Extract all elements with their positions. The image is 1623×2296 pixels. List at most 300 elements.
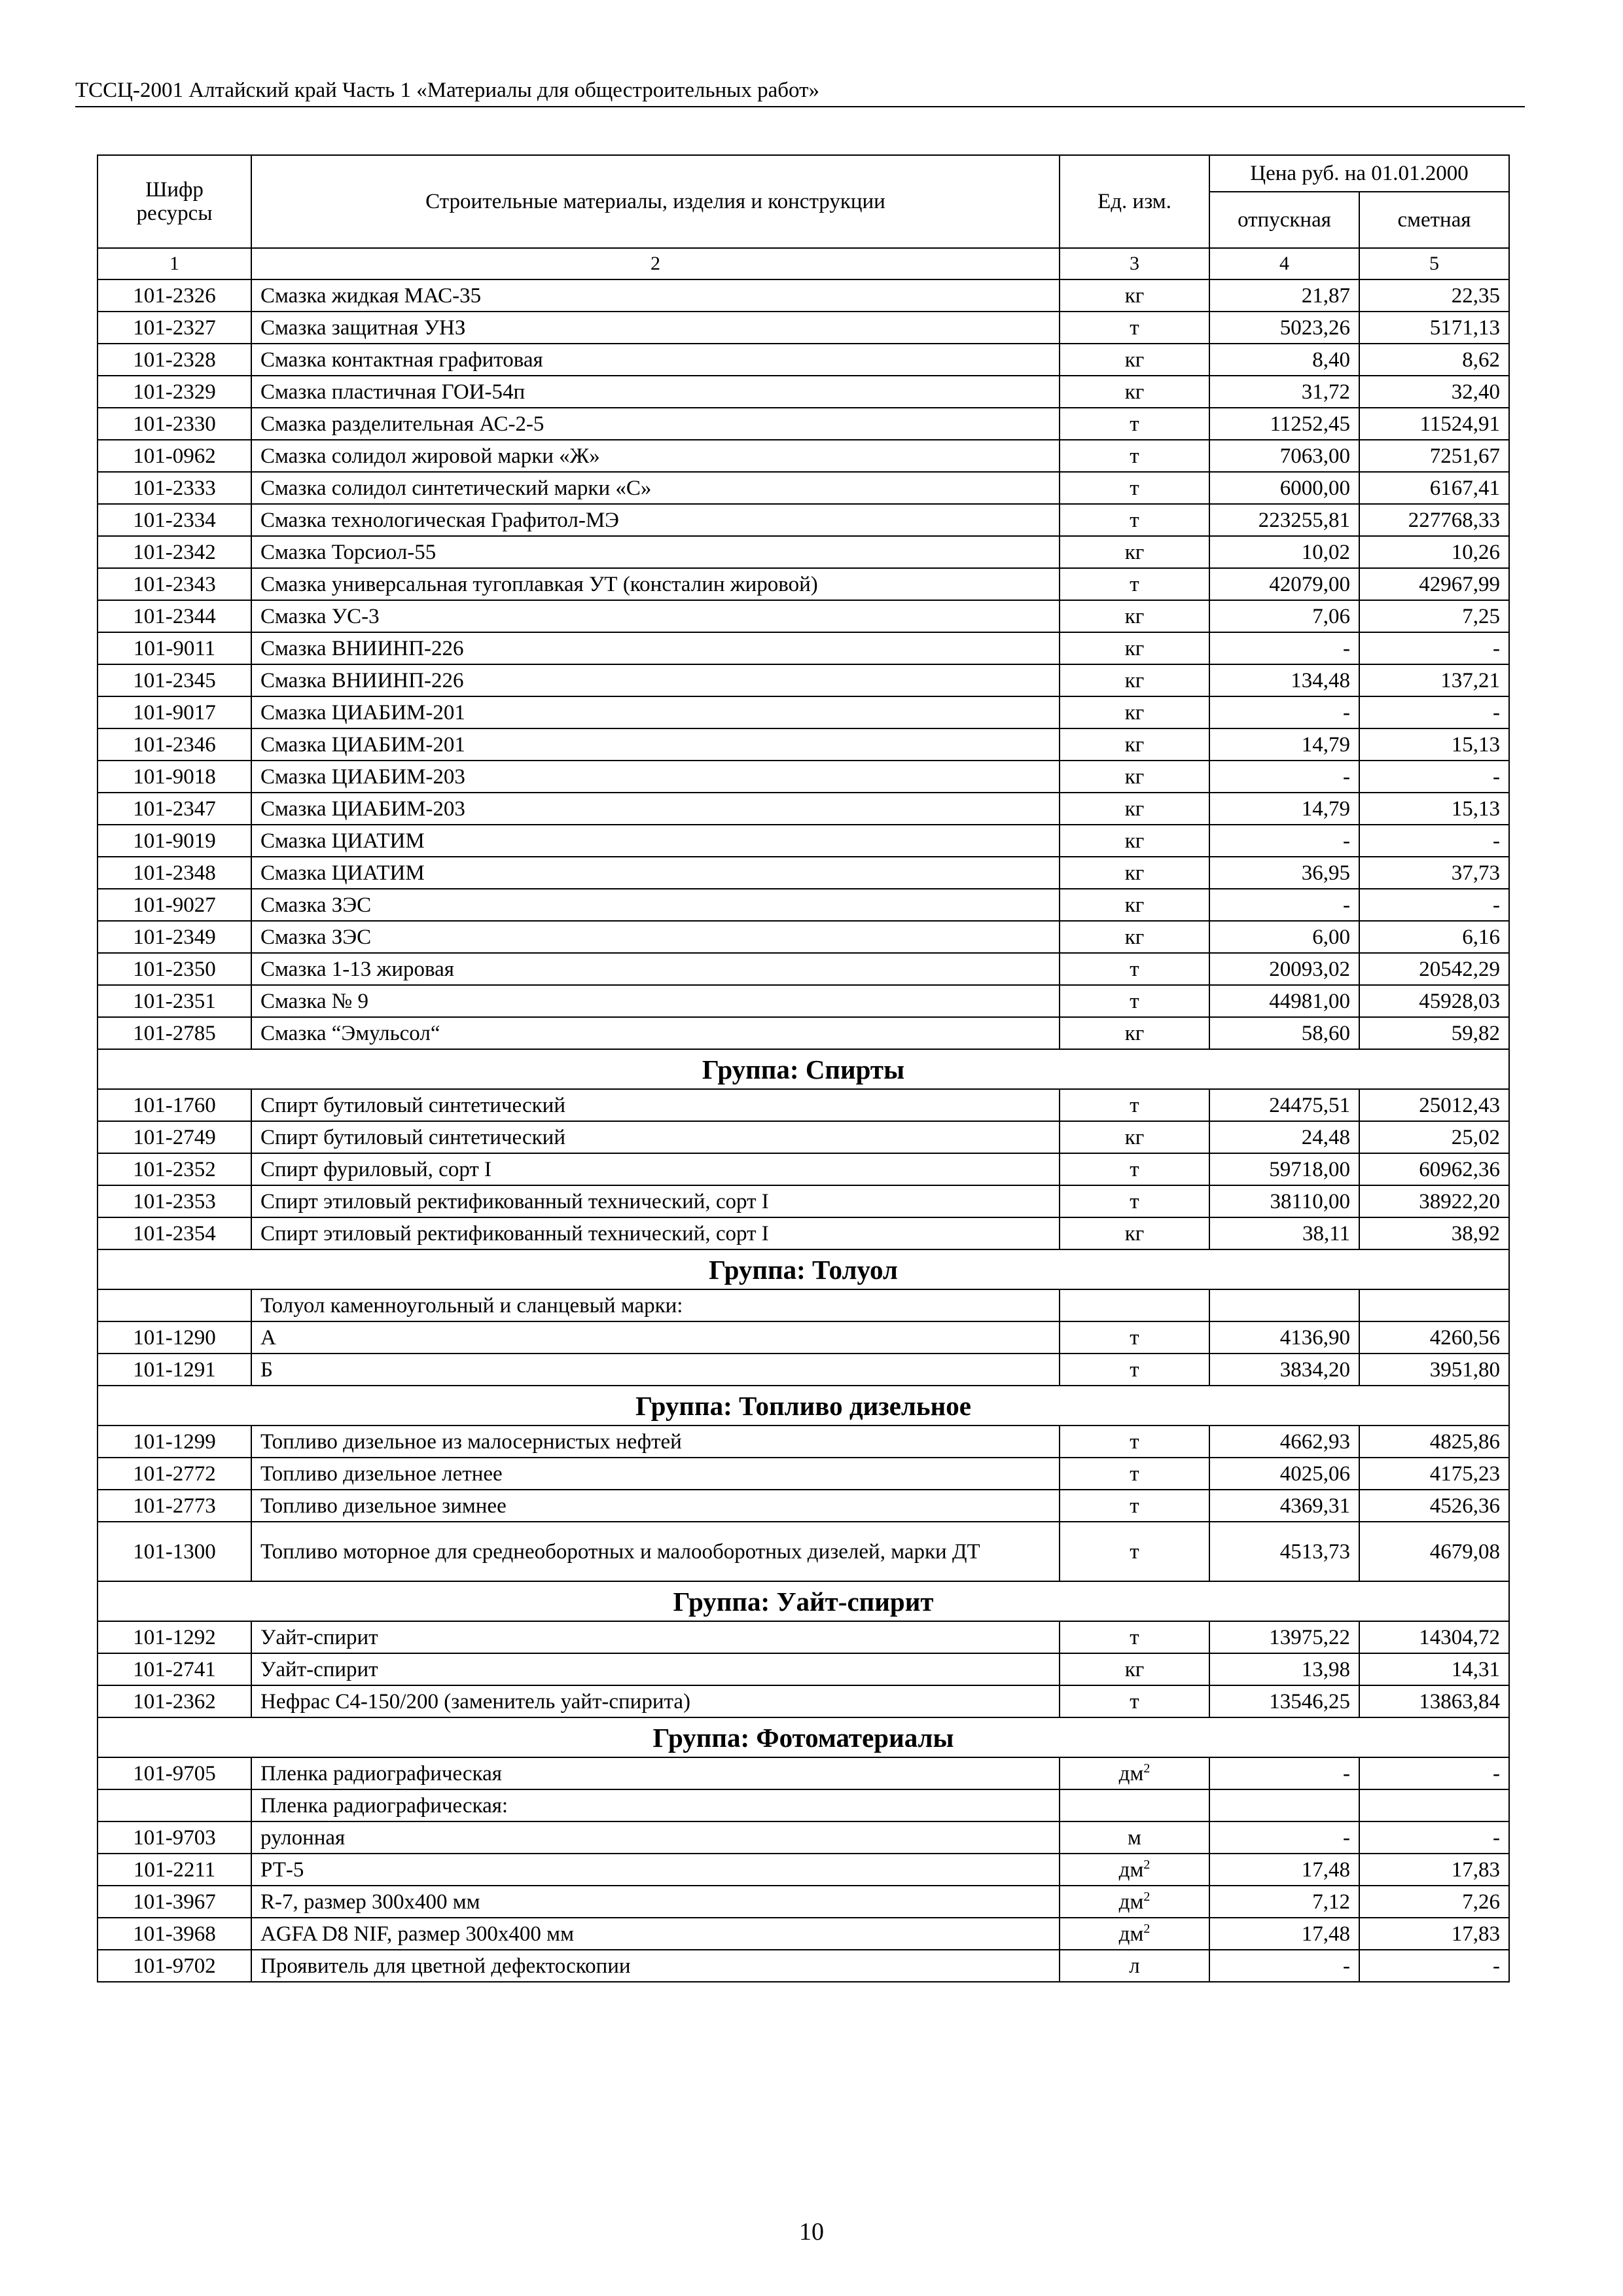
row-price-release: 38110,00 — [1209, 1185, 1359, 1217]
table-row — [98, 761, 1509, 793]
row-price-release: - — [1209, 1757, 1359, 1789]
table-row — [98, 1490, 1509, 1522]
row-name: Смазка контактная графитовая — [251, 344, 1060, 376]
row-price-release: 14,79 — [1209, 793, 1359, 825]
row-code: 101-2327 — [98, 312, 251, 344]
row-unit — [1060, 825, 1209, 857]
group-row — [98, 1581, 1509, 1621]
row-price-estimate: 13863,84 — [1359, 1685, 1509, 1717]
row-unit — [1060, 761, 1209, 793]
row-price-release: 17,48 — [1209, 1854, 1359, 1886]
row-code: 101-9017 — [98, 696, 251, 728]
row-price-estimate: 38922,20 — [1359, 1185, 1509, 1217]
row-unit — [1060, 1426, 1209, 1458]
unit-text: кг — [1124, 893, 1145, 917]
table-row — [98, 1757, 1509, 1789]
header-name: Строительные материалы, изделия и конструкции — [251, 155, 1060, 248]
table-row — [98, 1918, 1509, 1950]
row-code: 101-2344 — [98, 600, 251, 632]
row-price-release: 134,48 — [1209, 664, 1359, 696]
row-code: 101-2347 — [98, 793, 251, 825]
row-price-release: 14,79 — [1209, 728, 1359, 761]
unit-text: т — [1130, 476, 1139, 500]
column-number: 3 — [1060, 248, 1209, 279]
table-row — [98, 953, 1509, 985]
row-price-estimate: 14,31 — [1359, 1653, 1509, 1685]
page-number: 10 — [799, 2218, 824, 2246]
row-code: 101-1290 — [98, 1321, 251, 1354]
column-number: 4 — [1209, 248, 1359, 279]
row-price-estimate: 6,16 — [1359, 921, 1509, 953]
unit-text: кг — [1124, 540, 1145, 564]
row-name: Смазка технологическая Графитол-МЭ — [251, 504, 1060, 536]
table-row — [98, 1017, 1509, 1049]
row-code: 101-2749 — [98, 1121, 251, 1153]
row-price-estimate: - — [1359, 696, 1509, 728]
row-price-estimate: 4175,23 — [1359, 1458, 1509, 1490]
row-unit — [1060, 1185, 1209, 1217]
unit-text: т — [1130, 1625, 1139, 1649]
table-row — [98, 632, 1509, 664]
row-name: Смазка “Эмульсол“ — [251, 1017, 1060, 1049]
row-unit — [1060, 1217, 1209, 1249]
row-price-estimate: - — [1359, 1757, 1509, 1789]
row-price-release: 13975,22 — [1209, 1621, 1359, 1653]
row-code-empty — [98, 1289, 251, 1321]
row-name: Б — [251, 1354, 1060, 1386]
group-title: Группа: Спирты — [98, 1049, 1509, 1089]
row-price-estimate: - — [1359, 1821, 1509, 1854]
row-price-estimate: 17,83 — [1359, 1918, 1509, 1950]
row-code: 101-9019 — [98, 825, 251, 857]
row-price-release: 31,72 — [1209, 376, 1359, 408]
row-name: Уайт-спирит — [251, 1621, 1060, 1653]
table-row — [98, 696, 1509, 728]
unit-text: т — [1130, 1093, 1139, 1117]
unit-text: т — [1130, 1429, 1139, 1454]
table-row — [98, 825, 1509, 857]
row-price-estimate: 11524,91 — [1359, 408, 1509, 440]
row-unit — [1060, 1821, 1209, 1854]
row-code: 101-3968 — [98, 1918, 251, 1950]
table-row — [98, 1522, 1509, 1581]
row-price-release: - — [1209, 1950, 1359, 1982]
price-table — [97, 154, 1510, 1982]
table-row — [98, 440, 1509, 472]
row-code: 101-2350 — [98, 953, 251, 985]
unit-text: кг — [1124, 829, 1145, 853]
row-code: 101-9027 — [98, 889, 251, 921]
row-price-release: 4369,31 — [1209, 1490, 1359, 1522]
table-row — [98, 1886, 1509, 1918]
row-price-release: 4513,73 — [1209, 1522, 1359, 1581]
row-code: 101-9702 — [98, 1950, 251, 1982]
row-price-release: 42079,00 — [1209, 568, 1359, 600]
row-price-estimate: 60962,36 — [1359, 1153, 1509, 1185]
row-price-estimate: 25012,43 — [1359, 1089, 1509, 1121]
table-row — [98, 1821, 1509, 1854]
unit-text: дм — [1118, 1761, 1144, 1785]
row-name: Смазка ЗЭС — [251, 921, 1060, 953]
table-row — [98, 1185, 1509, 1217]
table-body — [98, 279, 1509, 1982]
row-price-release: 36,95 — [1209, 857, 1359, 889]
table-row — [98, 376, 1509, 408]
unit-text: т — [1130, 508, 1139, 532]
row-unit — [1060, 696, 1209, 728]
table-row — [98, 279, 1509, 312]
table-row — [98, 312, 1509, 344]
row-code: 101-2211 — [98, 1854, 251, 1886]
table-row — [98, 1153, 1509, 1185]
row-code: 101-2348 — [98, 857, 251, 889]
unit-text: кг — [1124, 861, 1145, 885]
row-price-estimate: 5171,13 — [1359, 312, 1509, 344]
unit-text: дм — [1118, 1857, 1144, 1882]
row-name: Смазка ЗЭС — [251, 889, 1060, 921]
header-price-release: отпускная — [1209, 192, 1359, 248]
row-price-estimate: 25,02 — [1359, 1121, 1509, 1153]
row-price-estimate: 37,73 — [1359, 857, 1509, 889]
row-price-estimate: 42967,99 — [1359, 568, 1509, 600]
row-price-estimate: 4526,36 — [1359, 1490, 1509, 1522]
row-code: 101-2328 — [98, 344, 251, 376]
unit-text: кг — [1124, 925, 1145, 949]
table-row — [98, 1685, 1509, 1717]
row-price-release: - — [1209, 696, 1359, 728]
row-name: Смазка Торсиол-55 — [251, 536, 1060, 568]
row-code: 101-2349 — [98, 921, 251, 953]
table-header — [98, 155, 1509, 279]
row-price-release: - — [1209, 825, 1359, 857]
row-price-release: 44981,00 — [1209, 985, 1359, 1017]
row-code: 101-1300 — [98, 1522, 251, 1581]
row-price-release: 7,12 — [1209, 1886, 1359, 1918]
row-code: 101-2785 — [98, 1017, 251, 1049]
row-price-estimate: 15,13 — [1359, 793, 1509, 825]
unit-text: т — [1130, 989, 1139, 1013]
subheading-row — [98, 1789, 1509, 1821]
row-price-release: 24475,51 — [1209, 1089, 1359, 1121]
table-row — [98, 504, 1509, 536]
row-price-release: 4662,93 — [1209, 1426, 1359, 1458]
row-code: 101-2334 — [98, 504, 251, 536]
row-unit — [1060, 376, 1209, 408]
group-title: Группа: Уайт-спирит — [98, 1581, 1509, 1621]
row-code: 101-2353 — [98, 1185, 251, 1217]
table-row — [98, 1321, 1509, 1354]
row-price-release: 3834,20 — [1209, 1354, 1359, 1386]
row-name: Смазка солидол жировой марки «Ж» — [251, 440, 1060, 472]
row-price-release: 24,48 — [1209, 1121, 1359, 1153]
row-unit — [1060, 1490, 1209, 1522]
table-row — [98, 889, 1509, 921]
row-price-estimate: 10,26 — [1359, 536, 1509, 568]
row-unit — [1060, 1886, 1209, 1918]
row-price-estimate: 7251,67 — [1359, 440, 1509, 472]
unit-text: кг — [1124, 668, 1145, 692]
row-unit — [1060, 279, 1209, 312]
row-unit-empty — [1060, 1289, 1209, 1321]
row-name: Смазка ЦИАБИМ-201 — [251, 728, 1060, 761]
table-row — [98, 1854, 1509, 1886]
table-row — [98, 536, 1509, 568]
row-code-empty — [98, 1789, 251, 1821]
unit-text: т — [1130, 1189, 1139, 1213]
unit-text: т — [1130, 1357, 1139, 1382]
row-unit — [1060, 1685, 1209, 1717]
row-name: Смазка пластичная ГОИ-54п — [251, 376, 1060, 408]
unit-text: кг — [1124, 1021, 1145, 1045]
row-unit — [1060, 953, 1209, 985]
row-name: Уайт-спирит — [251, 1653, 1060, 1685]
row-price-release: 4136,90 — [1209, 1321, 1359, 1354]
table-row — [98, 728, 1509, 761]
table-row — [98, 921, 1509, 953]
row-price-empty — [1359, 1289, 1509, 1321]
row-name: Смазка ВНИИНП-226 — [251, 664, 1060, 696]
row-price-release: 6000,00 — [1209, 472, 1359, 504]
row-code: 101-2354 — [98, 1217, 251, 1249]
row-unit — [1060, 1321, 1209, 1354]
row-name: Смазка солидол синтетический марки «С» — [251, 472, 1060, 504]
row-unit — [1060, 1121, 1209, 1153]
row-price-release: 38,11 — [1209, 1217, 1359, 1249]
row-price-release: 17,48 — [1209, 1918, 1359, 1950]
table-row — [98, 344, 1509, 376]
column-number: 1 — [98, 248, 251, 279]
unit-text: кг — [1124, 732, 1145, 757]
row-name: Смазка ЦИАТИМ — [251, 857, 1060, 889]
unit-text: т — [1130, 412, 1139, 436]
row-price-estimate: 3951,80 — [1359, 1354, 1509, 1386]
group-title: Группа: Толуол — [98, 1249, 1509, 1289]
unit-text: кг — [1124, 700, 1145, 725]
row-price-estimate: 4260,56 — [1359, 1321, 1509, 1354]
row-code: 101-2326 — [98, 279, 251, 312]
row-price-release: 13,98 — [1209, 1653, 1359, 1685]
row-price-release: 7,06 — [1209, 600, 1359, 632]
row-code: 101-2773 — [98, 1490, 251, 1522]
row-price-empty — [1209, 1789, 1359, 1821]
row-unit — [1060, 1354, 1209, 1386]
table-row — [98, 472, 1509, 504]
row-name: Спирт бутиловый синтетический — [251, 1089, 1060, 1121]
row-name: Спирт этиловый ректификованный технический, сорт I — [251, 1217, 1060, 1249]
column-number: 5 — [1359, 248, 1509, 279]
row-price-release: 13546,25 — [1209, 1685, 1359, 1717]
group-row — [98, 1249, 1509, 1289]
table-row — [98, 1354, 1509, 1386]
table-row — [98, 664, 1509, 696]
unit-text: т — [1130, 1539, 1139, 1564]
group-title: Группа: Топливо дизельное — [98, 1386, 1509, 1426]
table-row — [98, 600, 1509, 632]
subheading-row — [98, 1289, 1509, 1321]
row-unit — [1060, 344, 1209, 376]
row-price-release: 10,02 — [1209, 536, 1359, 568]
row-name: Спирт бутиловый синтетический — [251, 1121, 1060, 1153]
table-row — [98, 1426, 1509, 1458]
row-name: Топливо моторное для среднеоборотных и малооборотных дизелей, марки ДТ — [251, 1522, 1060, 1581]
row-name: Смазка разделительная АС-2-5 — [251, 408, 1060, 440]
row-unit — [1060, 857, 1209, 889]
row-subheading: Толуол каменноугольный и сланцевый марки: — [251, 1289, 1060, 1321]
unit-superscript: 2 — [1143, 1857, 1150, 1872]
row-price-estimate: 32,40 — [1359, 376, 1509, 408]
row-name: Нефрас С4-150/200 (заменитель уайт-спирита) — [251, 1685, 1060, 1717]
unit-text: т — [1130, 1325, 1139, 1350]
row-price-estimate: 14304,72 — [1359, 1621, 1509, 1653]
row-code: 101-1760 — [98, 1089, 251, 1121]
table-row — [98, 857, 1509, 889]
row-price-estimate: - — [1359, 889, 1509, 921]
row-name: R-7, размер 300х400 мм — [251, 1886, 1060, 1918]
row-code: 101-9018 — [98, 761, 251, 793]
row-name: Смазка ЦИАБИМ-203 — [251, 761, 1060, 793]
row-name: Смазка № 9 — [251, 985, 1060, 1017]
row-unit — [1060, 312, 1209, 344]
row-unit — [1060, 1950, 1209, 1982]
row-name: Спирт этиловый ректификованный технический, сорт I — [251, 1185, 1060, 1217]
row-price-estimate: 4679,08 — [1359, 1522, 1509, 1581]
row-price-release: - — [1209, 632, 1359, 664]
table-row — [98, 1458, 1509, 1490]
row-price-release: 59718,00 — [1209, 1153, 1359, 1185]
row-code: 101-2343 — [98, 568, 251, 600]
row-unit — [1060, 1757, 1209, 1789]
row-name: Смазка ЦИАТИМ — [251, 825, 1060, 857]
unit-text: кг — [1124, 1125, 1145, 1149]
unit-text: т — [1130, 957, 1139, 981]
row-code: 101-2330 — [98, 408, 251, 440]
unit-superscript: 2 — [1143, 1921, 1150, 1936]
row-price-estimate: 20542,29 — [1359, 953, 1509, 985]
unit-text: л — [1129, 1954, 1140, 1978]
row-unit — [1060, 1621, 1209, 1653]
row-unit — [1060, 1854, 1209, 1886]
header-price: Цена руб. на 01.01.2000 — [1209, 155, 1509, 192]
row-name: Топливо дизельное из малосернистых нефтей — [251, 1426, 1060, 1458]
unit-text: т — [1130, 1689, 1139, 1713]
row-price-estimate: 4825,86 — [1359, 1426, 1509, 1458]
unit-text: кг — [1124, 283, 1145, 308]
unit-superscript: 2 — [1143, 1889, 1150, 1904]
unit-text: т — [1130, 572, 1139, 596]
row-unit — [1060, 504, 1209, 536]
row-unit — [1060, 1653, 1209, 1685]
table-row — [98, 408, 1509, 440]
row-price-estimate: 227768,33 — [1359, 504, 1509, 536]
table-row — [98, 1217, 1509, 1249]
row-name: Пленка радиографическая — [251, 1757, 1060, 1789]
row-name: Смазка ЦИАБИМ-203 — [251, 793, 1060, 825]
row-code: 101-2346 — [98, 728, 251, 761]
group-row — [98, 1386, 1509, 1426]
row-unit — [1060, 1089, 1209, 1121]
row-unit — [1060, 408, 1209, 440]
row-price-estimate: 137,21 — [1359, 664, 1509, 696]
unit-superscript: 2 — [1143, 1761, 1150, 1776]
row-code: 101-2352 — [98, 1153, 251, 1185]
row-code: 101-9705 — [98, 1757, 251, 1789]
row-code: 101-2342 — [98, 536, 251, 568]
row-price-estimate: 22,35 — [1359, 279, 1509, 312]
row-price-estimate: 38,92 — [1359, 1217, 1509, 1249]
row-price-estimate: 45928,03 — [1359, 985, 1509, 1017]
table-row — [98, 985, 1509, 1017]
unit-text: кг — [1124, 1221, 1145, 1246]
row-name: Спирт фуриловый, сорт I — [251, 1153, 1060, 1185]
row-price-release: 6,00 — [1209, 921, 1359, 953]
row-unit — [1060, 440, 1209, 472]
row-price-estimate: 15,13 — [1359, 728, 1509, 761]
table-row — [98, 1621, 1509, 1653]
unit-text: т — [1130, 1494, 1139, 1518]
group-row — [98, 1717, 1509, 1757]
row-unit — [1060, 1522, 1209, 1581]
row-unit — [1060, 1918, 1209, 1950]
row-price-estimate: 8,62 — [1359, 344, 1509, 376]
row-price-release: 8,40 — [1209, 344, 1359, 376]
row-price-estimate: 59,82 — [1359, 1017, 1509, 1049]
row-name: Топливо дизельное летнее — [251, 1458, 1060, 1490]
row-name: Смазка жидкая МАС-35 — [251, 279, 1060, 312]
unit-text: т — [1130, 315, 1139, 340]
table-row — [98, 793, 1509, 825]
row-price-estimate: 17,83 — [1359, 1854, 1509, 1886]
row-price-release: 11252,45 — [1209, 408, 1359, 440]
page-header-title: ТССЦ-2001 Алтайский край Часть 1 «Материалы для общестроительных работ» — [75, 77, 1525, 107]
row-price-release: - — [1209, 889, 1359, 921]
column-number: 2 — [251, 248, 1060, 279]
row-unit-empty — [1060, 1789, 1209, 1821]
row-code: 101-0962 — [98, 440, 251, 472]
row-price-estimate: 7,25 — [1359, 600, 1509, 632]
row-unit — [1060, 1153, 1209, 1185]
unit-text: кг — [1124, 764, 1145, 789]
unit-text: кг — [1124, 636, 1145, 660]
row-code: 101-2362 — [98, 1685, 251, 1717]
row-unit — [1060, 472, 1209, 504]
row-unit — [1060, 793, 1209, 825]
row-price-release: 58,60 — [1209, 1017, 1359, 1049]
row-code: 101-1299 — [98, 1426, 251, 1458]
row-price-estimate: - — [1359, 761, 1509, 793]
unit-text: кг — [1124, 1657, 1145, 1681]
unit-text: дм — [1118, 1890, 1144, 1914]
row-unit — [1060, 536, 1209, 568]
row-unit — [1060, 728, 1209, 761]
row-price-release: - — [1209, 1821, 1359, 1854]
row-name: AGFA D8 NIF, размер 300х400 мм — [251, 1918, 1060, 1950]
row-name: Смазка ЦИАБИМ-201 — [251, 696, 1060, 728]
row-unit — [1060, 985, 1209, 1017]
row-code: 101-1292 — [98, 1621, 251, 1653]
row-price-release: 20093,02 — [1209, 953, 1359, 985]
header-code: Шифр ресурсы — [98, 155, 251, 248]
row-unit — [1060, 632, 1209, 664]
header-unit: Ед. изм. — [1060, 155, 1209, 248]
header-price-estimate: сметная — [1359, 192, 1509, 248]
row-code: 101-1291 — [98, 1354, 251, 1386]
row-name: Топливо дизельное зимнее — [251, 1490, 1060, 1522]
row-unit — [1060, 921, 1209, 953]
row-price-estimate: 7,26 — [1359, 1886, 1509, 1918]
unit-text: т — [1130, 1462, 1139, 1486]
table-row — [98, 1950, 1509, 1982]
row-unit — [1060, 1458, 1209, 1490]
